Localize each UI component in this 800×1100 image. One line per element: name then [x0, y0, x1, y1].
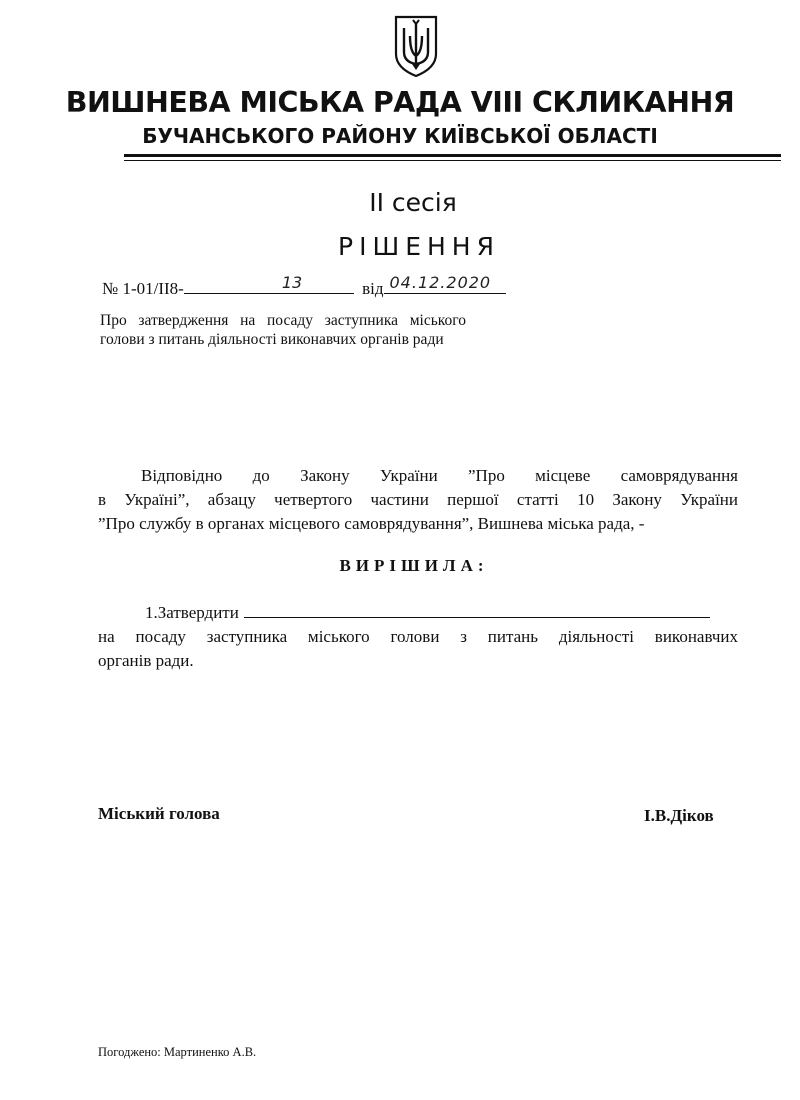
signature-title: Міський голова	[98, 804, 220, 823]
preamble-line-3: ”Про службу в органах місцевого самоврядування”, Вишнева міська рада, -	[98, 514, 645, 533]
decision-number-line	[102, 273, 506, 299]
number-prefix: № 1-01/II8-	[102, 279, 184, 298]
header-rule-thin	[124, 160, 781, 161]
agreed-by-note: Погоджено: Мартиненко А.В.	[98, 1045, 257, 1059]
district-line: БУЧАНСЬКОГО РАЙОНУ КИЇВСЬКОЇ ОБЛАСТІ	[142, 124, 658, 148]
preamble-line-1: Відповідно до Закону України ”Про місцеве самоврядування	[141, 466, 738, 485]
header-rule-thick	[124, 154, 781, 157]
decision-subject: Про затвердження на посаду заступника міського голови з питань діяльності виконавчих органів ради	[100, 312, 466, 348]
blank-name-line	[244, 600, 710, 618]
handwritten-number: 13	[281, 273, 303, 292]
session-heading: ІІ сесія	[369, 188, 457, 217]
council-title: ВИШНЕВА МІСЬКА РАДА VIII СКЛИКАННЯ	[65, 86, 735, 119]
item-1-lead: 1.Затвердити	[145, 603, 239, 622]
preamble-line-2: в Україні”, абзацу четвертого частини першої статті 10 Закону України	[98, 490, 738, 509]
date-field	[384, 273, 506, 294]
decision-item-1	[98, 600, 738, 673]
preamble	[98, 464, 738, 536]
decided-heading: ВИРІШИЛА:	[339, 556, 489, 575]
number-field	[184, 273, 354, 294]
date-label: від	[362, 279, 384, 298]
item-1-line-2: на посаду заступника міського голови з питань діяльності виконавчих	[98, 627, 738, 646]
signature-name: І.В.Діков	[644, 806, 714, 825]
tryzub-coat-of-arms-icon	[393, 14, 439, 78]
handwritten-date: 04.12.2020	[389, 273, 492, 292]
item-1-line-3: органів ради.	[98, 651, 194, 670]
document-type-heading: РІШЕННЯ	[338, 232, 500, 261]
